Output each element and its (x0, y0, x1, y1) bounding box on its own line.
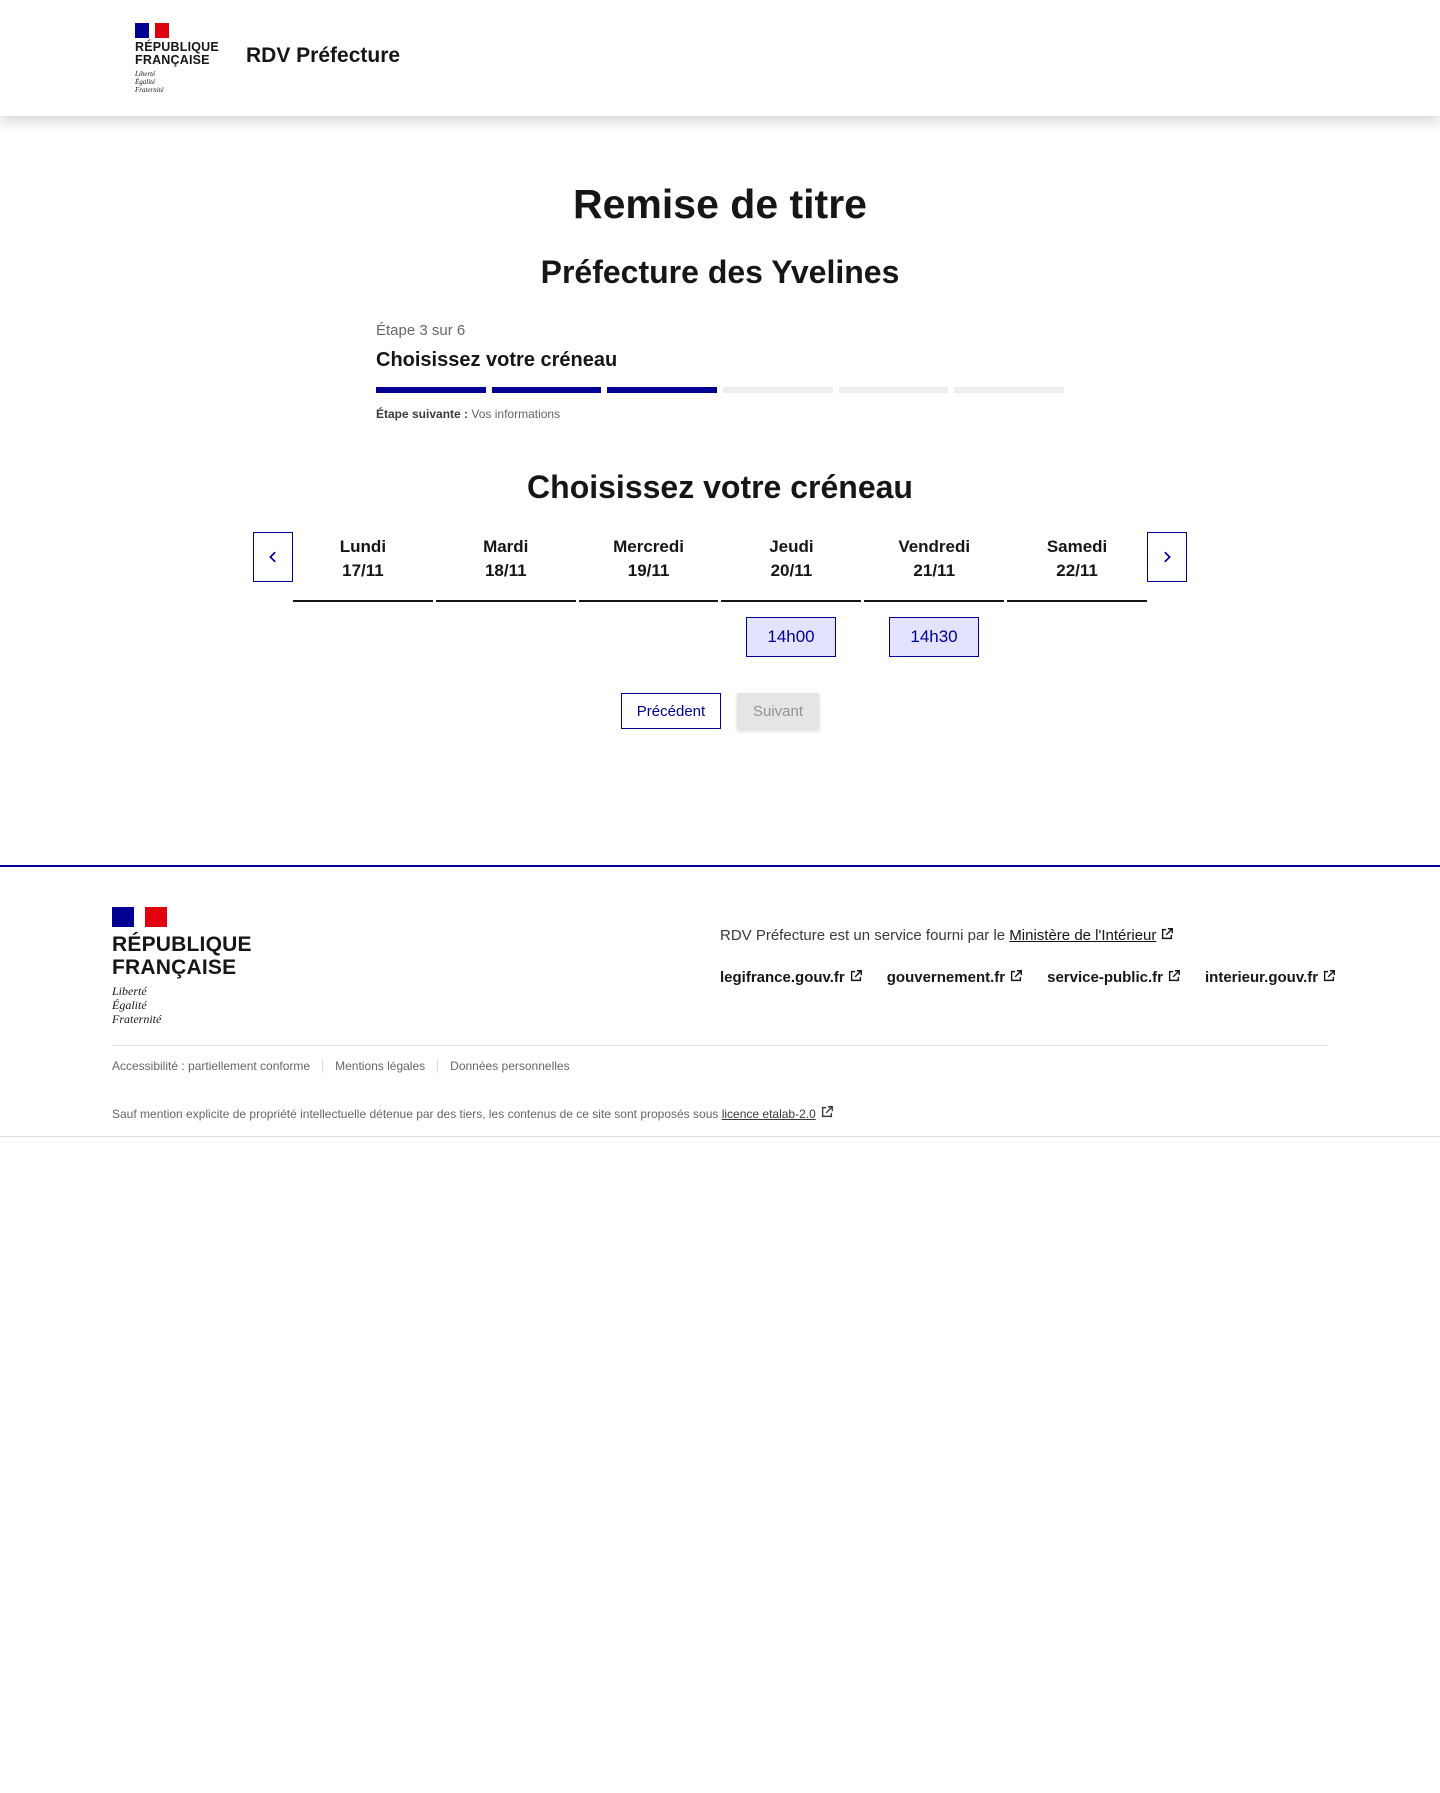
stepper-segment (723, 387, 833, 393)
external-link-icon (1009, 969, 1023, 983)
marianne-flag-icon (112, 907, 167, 927)
stepper-state: Étape 3 sur 6 (376, 322, 466, 339)
footer-licence: Sauf mention explicite de propriété intellectuelle détenue par des tiers, les contenus de ce site sont proposés sous licence etalab-2.0 (112, 1105, 834, 1121)
external-link-icon (1167, 969, 1181, 983)
stepper-segment (376, 387, 486, 393)
slots-title: Choisissez votre créneau (527, 469, 913, 505)
day-column: Samedi 22/11 (1007, 532, 1147, 602)
external-link-icon (1160, 927, 1174, 941)
accessibility-link[interactable]: Accessibilité : partiellement conforme (112, 1059, 311, 1073)
time-slot-button[interactable]: 14h30 (889, 617, 979, 657)
stepper-segment (492, 387, 602, 393)
day-column: Mercredi 19/11 (579, 532, 719, 602)
personal-data-link[interactable]: Données personnelles (437, 1059, 581, 1073)
stepper-next: Étape suivante : Vos informations (376, 407, 561, 421)
service-public-link[interactable]: service-public.fr (1047, 969, 1181, 986)
previous-week-button[interactable] (253, 532, 293, 582)
chevron-left-icon (266, 550, 280, 564)
footer-description: RDV Préfecture est un service fourni par le Ministère de l'Intérieur (720, 927, 1174, 944)
day-column: Lundi 17/11 (293, 532, 433, 602)
footer-links (720, 969, 1336, 986)
day-column: Jeudi 20/11 (721, 532, 861, 602)
stepper (376, 322, 1064, 421)
logo-text: RÉPUBLIQUE FRANÇAISE (135, 40, 219, 67)
logo-motto: Liberté Égalité Fraternité (135, 70, 164, 94)
day-column: Mardi 18/11 (436, 532, 576, 602)
ministere-link[interactable]: Ministère de l'Intérieur (1009, 927, 1174, 944)
time-slot-button[interactable]: 14h00 (746, 617, 836, 657)
legal-notice-link[interactable]: Mentions légales (322, 1059, 437, 1073)
next-button[interactable]: Suivant (737, 693, 819, 729)
site-header (0, 0, 1440, 116)
calendar-days (293, 532, 1147, 602)
stepper-progress (376, 387, 1064, 393)
day-column: Vendredi 21/11 (864, 532, 1004, 602)
chevron-right-icon (1160, 550, 1174, 564)
footer-republique-francaise-logo[interactable] (112, 907, 252, 1026)
footer-bottom-links (112, 1059, 582, 1073)
stepper-segment (839, 387, 949, 393)
next-week-button[interactable] (1147, 532, 1187, 582)
page-subtitle: Préfecture des Yvelines (540, 254, 900, 290)
stepper-segment (954, 387, 1064, 393)
previous-button[interactable]: Précédent (621, 693, 721, 729)
gouvernement-link[interactable]: gouvernement.fr (887, 969, 1023, 986)
site-footer (0, 865, 1440, 1137)
legifrance-link[interactable]: legifrance.gouv.fr (720, 969, 863, 986)
interieur-link[interactable]: interieur.gouv.fr (1205, 969, 1336, 986)
republique-francaise-logo[interactable] (135, 23, 220, 94)
footer-logo-motto: Liberté Égalité Fraternité (112, 984, 162, 1026)
licence-link[interactable]: licence etalab-2.0 (722, 1107, 834, 1121)
footer-divider (112, 1045, 1328, 1046)
service-title[interactable]: RDV Préfecture (246, 44, 401, 67)
footer-logo-text: RÉPUBLIQUE FRANÇAISE (112, 933, 252, 979)
external-link-icon (820, 1105, 834, 1119)
marianne-flag-icon (135, 23, 169, 38)
external-link-icon (849, 969, 863, 983)
stepper-segment (607, 387, 717, 393)
stepper-title: Choisissez votre créneau (376, 349, 618, 371)
external-link-icon (1322, 969, 1336, 983)
page-title: Remise de titre (573, 181, 867, 227)
